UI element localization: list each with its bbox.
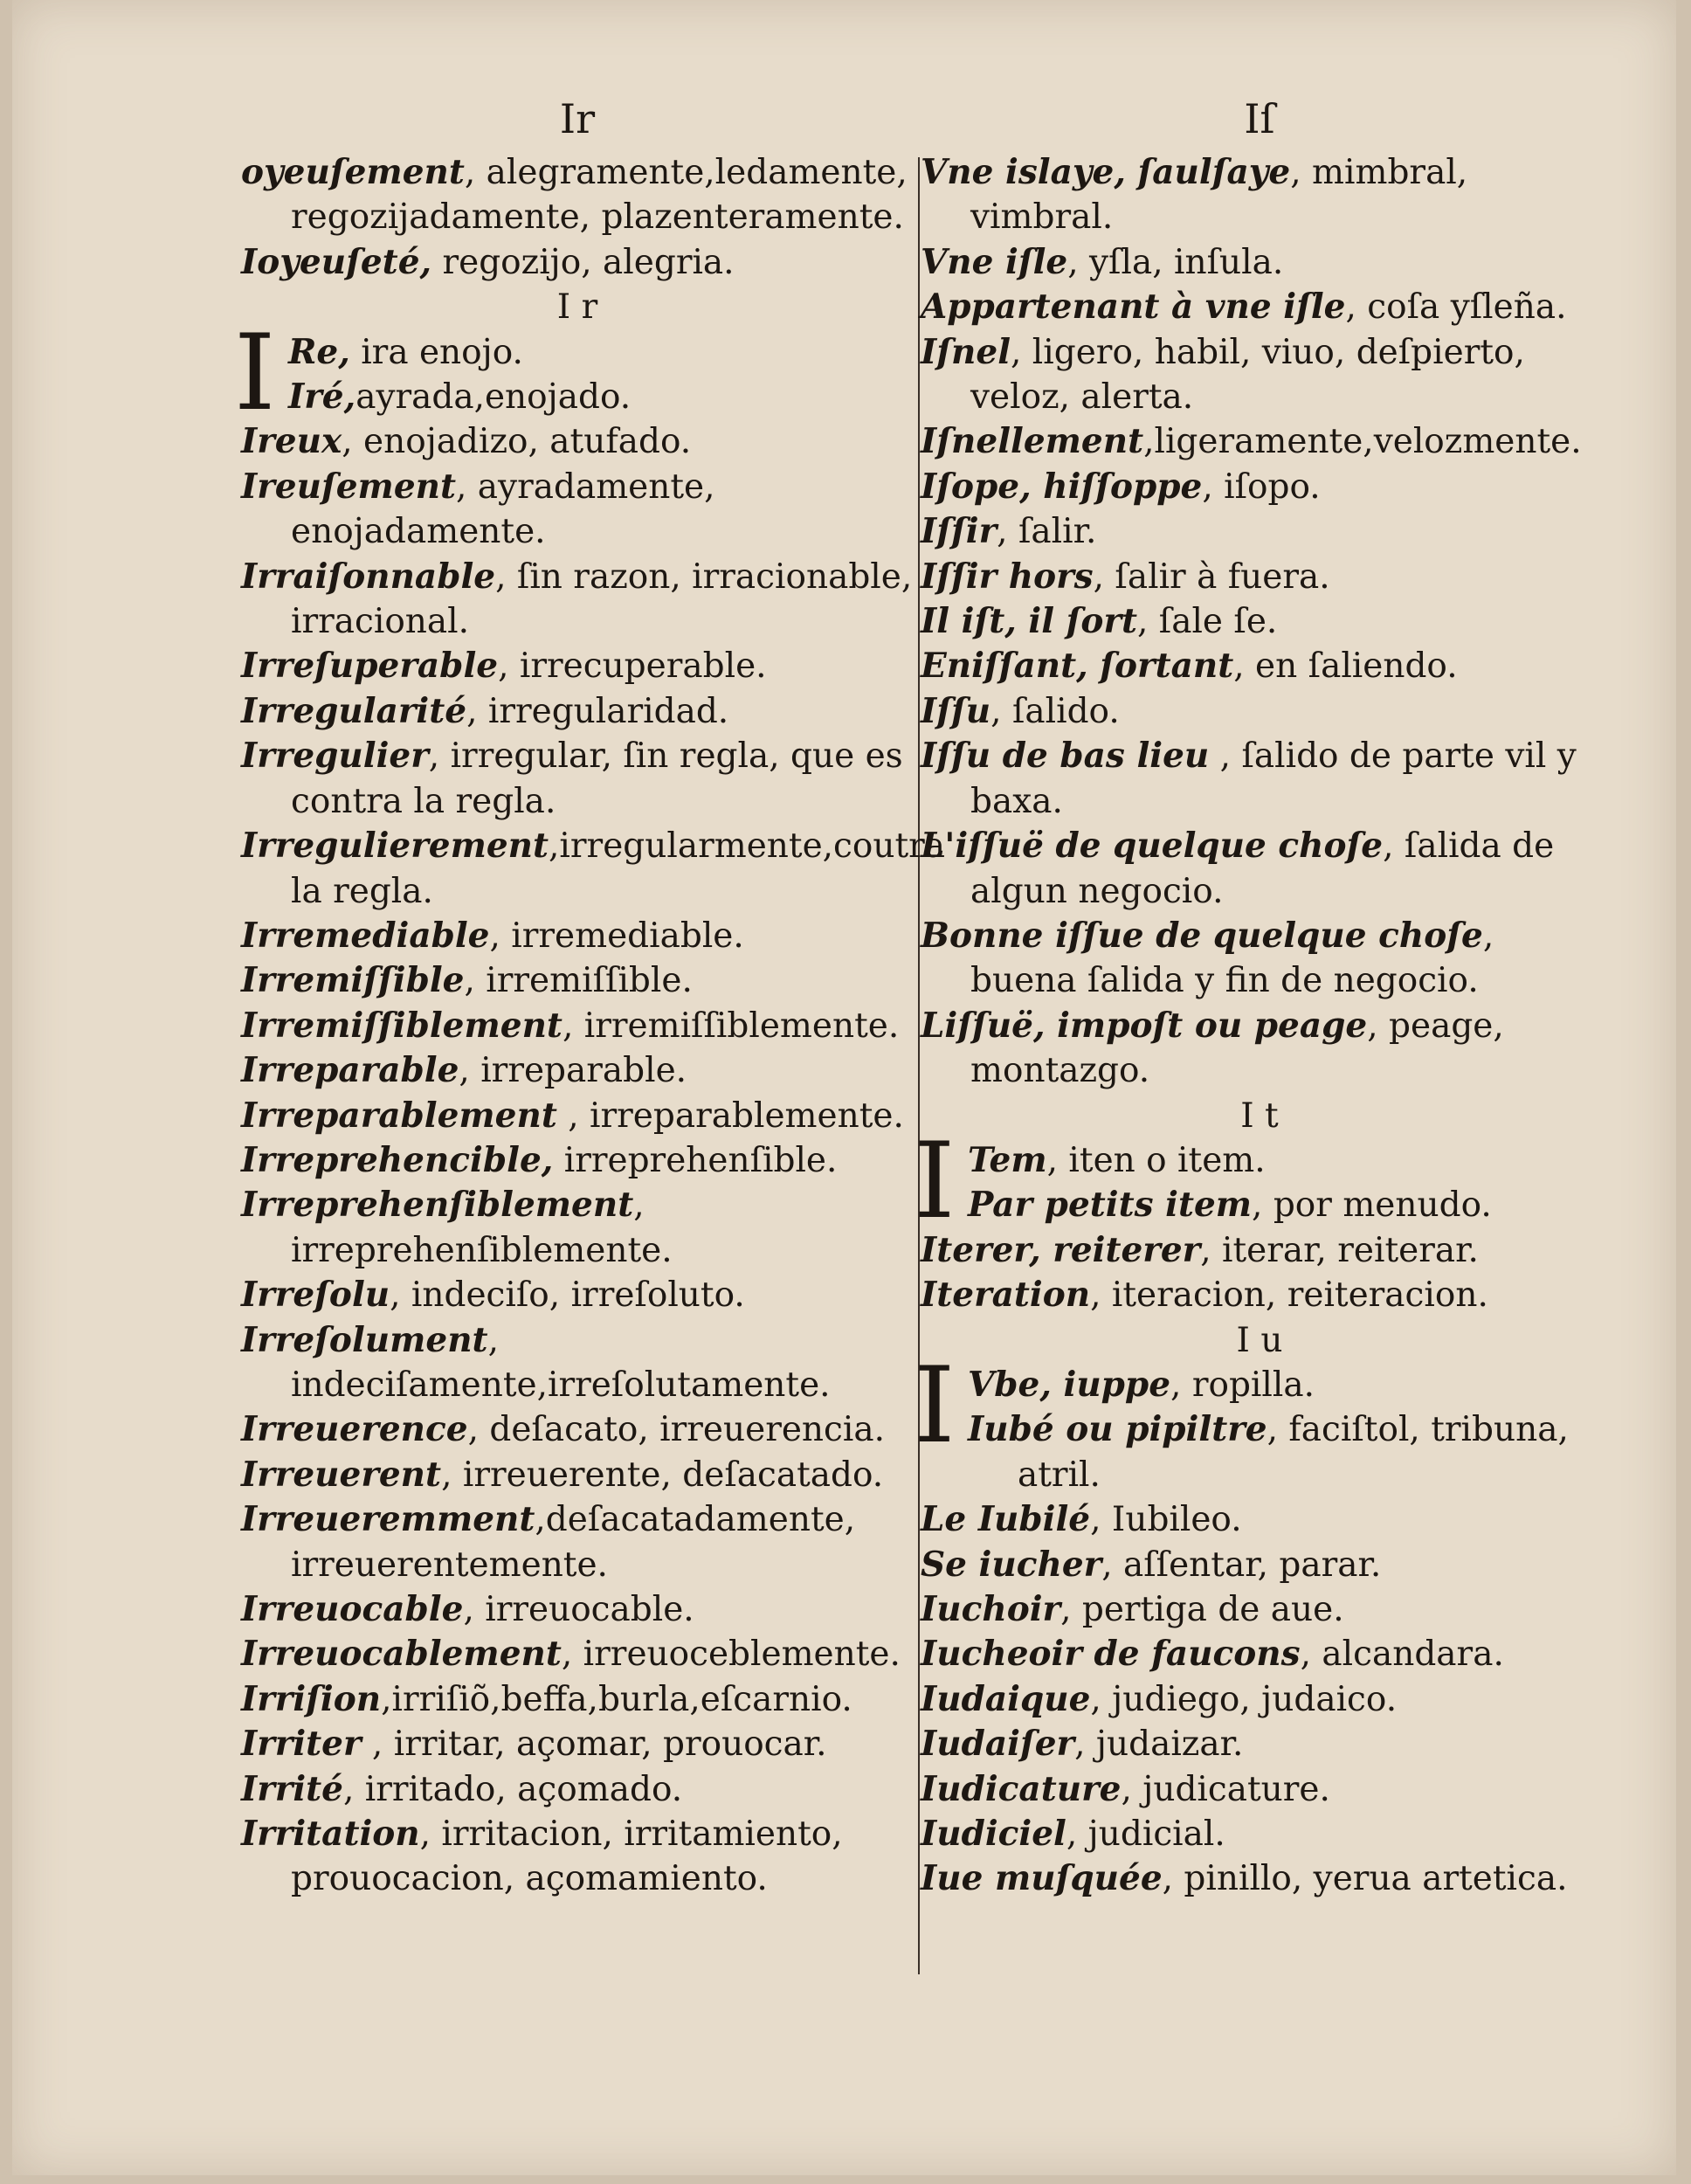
entry-definition: , aſſentar, parar. (1101, 1545, 1382, 1585)
entry-definition: , por menudo. (1252, 1185, 1492, 1226)
entry-headword: Iſſir hors (921, 556, 1094, 597)
entry-definition: , irreuerente, deſacatado. (441, 1455, 884, 1495)
entry-headword: Le Iubilé (921, 1499, 1091, 1540)
entry-headword: Irreueremment (241, 1499, 535, 1540)
dictionary-entry (241, 1812, 914, 1902)
entry-headword: Vbe, iuppe (968, 1364, 1171, 1405)
entry-headword: Irregulier (241, 736, 429, 777)
entry-definition: , irregular, ſin regla, que es contra la regla. (291, 736, 903, 821)
dictionary-entry (241, 1048, 914, 1093)
dictionary-entry (241, 1318, 914, 1408)
dictionary-entry (921, 419, 1598, 464)
entry-definition: ,irriſiõ,beffa,burla,eſcarnio. (381, 1679, 852, 1719)
entry-definition: , indeciſo, irreſoluto. (390, 1275, 745, 1316)
entry-definition: , en ſaliendo. (1233, 646, 1458, 687)
entry-headword: Par petits item (968, 1185, 1253, 1226)
dictionary-entry (921, 465, 1598, 509)
dictionary-entry (968, 1183, 1598, 1227)
entry-headword: Irreuocable (241, 1589, 464, 1629)
entry-headword: Irreſolu (241, 1275, 390, 1316)
entry-headword: Se iucher (921, 1544, 1102, 1585)
dictionary-entry (968, 1138, 1598, 1183)
dictionary-entry (921, 1273, 1598, 1317)
entry-headword: Iſnellement (921, 421, 1144, 462)
dictionary-entry (241, 1497, 914, 1587)
dictionary-entry (241, 734, 914, 824)
entry-definition: , yſla, inſula. (1067, 242, 1284, 282)
entry-headword: Iré, (288, 377, 356, 418)
entry-definition: , irritar, açomar, prouocar. (361, 1724, 827, 1765)
entry-definition: , ſin razon, irracionable, irracional. (291, 556, 913, 642)
entry-headword: Bonne iſſue de quelque choſe (921, 915, 1483, 956)
dictionary-entry (921, 240, 1598, 285)
entry-headword: Ireux (241, 421, 342, 462)
dictionary-entry (288, 330, 914, 375)
entry-headword: Irreſuperable (241, 646, 499, 687)
entry-definition: , pertiga de aue. (1060, 1590, 1344, 1629)
dictionary-entry (921, 330, 1598, 420)
entry-headword: Iſnel (921, 331, 1011, 372)
left-entries-before (241, 150, 914, 285)
dictionary-entry (241, 465, 914, 555)
dictionary-entry (921, 1587, 1598, 1632)
entry-headword: Iudicature (921, 1768, 1122, 1809)
entry-headword: Ioyeuſeté, (241, 241, 432, 282)
dictionary-entry (968, 1363, 1598, 1407)
entry-definition: , ſale ſe. (1136, 602, 1278, 642)
entry-definition: , buena ſalida y fin de negocio. (970, 916, 1494, 1001)
entry-headword: Irreparablement (241, 1095, 557, 1136)
entry-definition: , ropilla. (1170, 1365, 1315, 1405)
entry-definition: ,deſacatadamente, irreuerentemente. (291, 1500, 856, 1585)
entry-headword: Iſope, hiſſoppe (921, 466, 1203, 507)
dictionary-entry (921, 1767, 1598, 1812)
dictionary-entry (921, 1497, 1598, 1542)
dictionary-entry (241, 555, 914, 645)
dictionary-entry (921, 1632, 1598, 1676)
entry-definition: , ſalido de parte vil y baxa. (970, 736, 1577, 821)
entry-definition: , irreuocable. (463, 1590, 694, 1629)
entry-headword: Iſſu (921, 690, 991, 731)
entry-definition: , irremediable. (489, 916, 744, 956)
entry-headword: Re, (288, 331, 350, 372)
entry-definition: , irritacion, irritamiento, prouocacion, açomamiento. (291, 1814, 843, 1899)
right-dropcap-block-iu (914, 1344, 1598, 1497)
left-entries-after (241, 419, 946, 1901)
entry-headword: Vne islaye, ſaulſaye (921, 152, 1291, 192)
entry-definition: , irritado, açomado. (342, 1769, 683, 1809)
dictionary-entry (921, 734, 1598, 824)
entry-definition: ira enojo. (349, 332, 523, 372)
entry-headword: Iudaique (921, 1678, 1091, 1719)
entry-definition: , irreparablemente. (556, 1095, 904, 1136)
entry-definition: , judicial. (1066, 1814, 1225, 1855)
entry-headword: Irreuerent (241, 1454, 442, 1495)
dictionary-entry (241, 958, 914, 1003)
dictionary-entry (241, 824, 946, 914)
entry-definition: , irreprehenſiblemente. (291, 1185, 673, 1270)
entry-definition: , indeciſamente,irreſolutamente. (291, 1320, 831, 1405)
entry-headword: Iue muſquée (921, 1858, 1163, 1899)
dictionary-entry (921, 150, 1598, 240)
dictionary-entry (921, 555, 1598, 599)
right-drop-entries-it (921, 1138, 1598, 1228)
dictionary-entry (241, 1094, 914, 1138)
dictionary-entry (241, 689, 914, 734)
entry-headword: Liſſuë, impoſt ou peage (921, 1005, 1368, 1046)
dictionary-entry (921, 285, 1598, 329)
entry-definition: , mimbral, vimbral. (970, 153, 1468, 238)
entry-definition: , judicature. (1121, 1769, 1330, 1809)
dictionary-entry (241, 1183, 914, 1273)
dictionary-entry (968, 1407, 1598, 1497)
entry-definition: , irrecuperable. (498, 646, 767, 687)
entry-definition: , iterar, reiterar. (1200, 1230, 1479, 1270)
left-section-heading: I r (556, 287, 598, 328)
dictionary-entry (921, 1722, 1598, 1766)
entry-definition: , faciſtol, tribuna, atril. (1018, 1410, 1569, 1495)
entry-definition: ,irregularmente,coutra la regla. (291, 826, 946, 911)
right-entries-iu (921, 1497, 1598, 1902)
entry-headword: Iſſu de bas lieu (921, 736, 1210, 777)
dictionary-entry (241, 1722, 914, 1766)
dictionary-entry (921, 1228, 1598, 1273)
right-section-heading-it: I t (1240, 1095, 1279, 1136)
entry-definition: , ayradamente, enojadamente. (291, 467, 715, 552)
entry-definition: , ſalido. (990, 691, 1120, 731)
entry-headword: Tem (968, 1139, 1047, 1180)
dictionary-entry (241, 419, 914, 464)
entry-definition: , deſacato, irreuerencia. (467, 1410, 886, 1450)
dictionary-entry (921, 1543, 1598, 1587)
dictionary-entry (921, 1004, 1598, 1094)
entry-headword: Il iſt, il ſort (921, 601, 1137, 642)
dictionary-entry (921, 1812, 1598, 1856)
entry-headword: Eniſſant, ſortant (921, 646, 1234, 687)
dictionary-entry (241, 1677, 914, 1722)
dictionary-entry (921, 644, 1598, 688)
dictionary-entry (241, 1138, 914, 1183)
entry-headword: Irreuocablement (241, 1634, 562, 1675)
right-entries-it (921, 1228, 1598, 1318)
drop-cap-initial: I (914, 1344, 956, 1467)
entry-definition: ,ligeramente,velozmente. (1143, 422, 1582, 462)
dictionary-entry (241, 240, 914, 285)
entry-headword: Irregulierement (241, 826, 549, 867)
entry-definition: , Iubileo. (1090, 1500, 1242, 1540)
entry-headword: Iubé ou pipiltre (968, 1409, 1267, 1450)
dictionary-entry (241, 1453, 914, 1497)
dictionary-entry (241, 1407, 914, 1452)
entry-headword: Irremediable (241, 915, 490, 956)
entry-headword: Irriter (241, 1724, 362, 1765)
entry-headword: Iſſir (921, 511, 997, 552)
entry-definition: , ſalir à fuera. (1093, 556, 1330, 597)
entry-headword: Iteration (921, 1275, 1091, 1316)
right-section-heading-iu: I u (1236, 1320, 1283, 1360)
entry-headword: Vne iſle (921, 241, 1068, 282)
entry-definition: , enojadizo, atufado. (342, 422, 692, 462)
entry-headword: Irrité (241, 1768, 343, 1809)
dictionary-entry (921, 599, 1598, 644)
dictionary-entry (921, 914, 1598, 1004)
dictionary-entry (921, 1677, 1598, 1722)
entry-headword: Iudiciel (921, 1814, 1066, 1855)
dictionary-entry (288, 375, 914, 419)
dictionary-entry (241, 914, 914, 958)
entry-headword: Iucheoir de faucons (921, 1634, 1301, 1675)
column-divider (918, 157, 920, 1974)
entry-definition: , coſa yſleña. (1345, 287, 1567, 328)
right-dropcap-block-it (914, 1120, 1598, 1242)
right-entries-before (921, 150, 1598, 1094)
dictionary-entry (921, 1856, 1598, 1901)
entry-headword: Appartenant à vne iſle (921, 287, 1346, 328)
book-page (12, 0, 1676, 2175)
left-dropcap-block (234, 312, 914, 434)
entry-headword: oyeuſement (241, 152, 465, 192)
entry-definition: , ſalir. (997, 512, 1097, 552)
entry-definition: , alcandara. (1300, 1635, 1504, 1675)
drop-cap-initial: I (914, 1120, 956, 1242)
dictionary-entry (241, 150, 914, 240)
entry-definition: , irremiſſible. (464, 961, 693, 1001)
dictionary-entry (241, 1273, 914, 1317)
entry-definition: , ligero, habil, viuo, deſpierto, veloz, alerta. (970, 332, 1525, 418)
dictionary-entry (241, 1767, 914, 1812)
entry-definition: , iten o item. (1046, 1140, 1266, 1180)
dictionary-entry (921, 689, 1598, 734)
entry-headword: Irreſolument (241, 1319, 488, 1360)
entry-definition: , peage, montazgo. (970, 1006, 1504, 1091)
entry-definition: , judaizar. (1074, 1724, 1244, 1765)
dictionary-entry (241, 1632, 914, 1676)
entry-definition: , irreuoceblemente. (561, 1635, 901, 1675)
drop-cap-initial: I (234, 312, 276, 434)
entry-headword: Irritation (241, 1814, 420, 1855)
entry-definition: , pinillo, yerua artetica. (1162, 1859, 1568, 1899)
entry-definition: ayrada,enojado. (355, 377, 632, 418)
left-column (234, 87, 946, 1902)
dictionary-entry (241, 1004, 914, 1048)
entry-headword: Irreprehenſiblement (241, 1185, 634, 1226)
entry-definition: , irreparable. (459, 1051, 687, 1091)
entry-headword: Iuchoir (921, 1589, 1061, 1629)
entry-definition: , alegramente,ledamente, regozijadamente, plazenteramente. (291, 153, 908, 238)
entry-definition: , iſopo. (1202, 467, 1321, 507)
entry-headword: Iterer, reiterer (921, 1229, 1201, 1270)
entry-headword: Irremiſſible (241, 960, 465, 1001)
entry-headword: Irremiſſiblement (241, 1005, 563, 1046)
entry-definition: , ſalida de algun negocio. (970, 826, 1555, 911)
right-drop-entries-iu (921, 1363, 1598, 1497)
entry-definition: , irremiſſiblemente. (562, 1006, 900, 1046)
entry-headword: Irraiſonnable (241, 556, 496, 597)
entry-headword: L'iſſuë de quelque choſe (921, 826, 1384, 867)
entry-definition: , iteracion, reiteracion. (1090, 1275, 1488, 1316)
entry-definition: regozijo, alegria. (431, 242, 735, 282)
dictionary-entry (241, 644, 914, 688)
dictionary-entry (921, 509, 1598, 554)
entry-definition: , judiego, judaico. (1090, 1679, 1398, 1719)
right-running-head: Iſ (1244, 95, 1275, 142)
entry-headword: Irreuerence (241, 1409, 468, 1450)
entry-headword: Irreprehencible, (241, 1139, 554, 1180)
dictionary-entry (921, 824, 1598, 914)
entry-definition: , irregularidad. (466, 691, 729, 731)
entry-headword: Irregularité (241, 690, 467, 731)
entry-definition: irreprehenſible. (553, 1140, 838, 1180)
entry-headword: Irriſion (241, 1678, 382, 1719)
left-drop-entries (241, 330, 914, 420)
right-column (914, 87, 1598, 1902)
entry-headword: Ireuſement (241, 466, 456, 507)
dictionary-entry (241, 1587, 914, 1632)
entry-headword: Irreparable (241, 1050, 459, 1091)
left-running-head: Ir (559, 95, 596, 142)
entry-headword: Iudaiſer (921, 1724, 1075, 1765)
